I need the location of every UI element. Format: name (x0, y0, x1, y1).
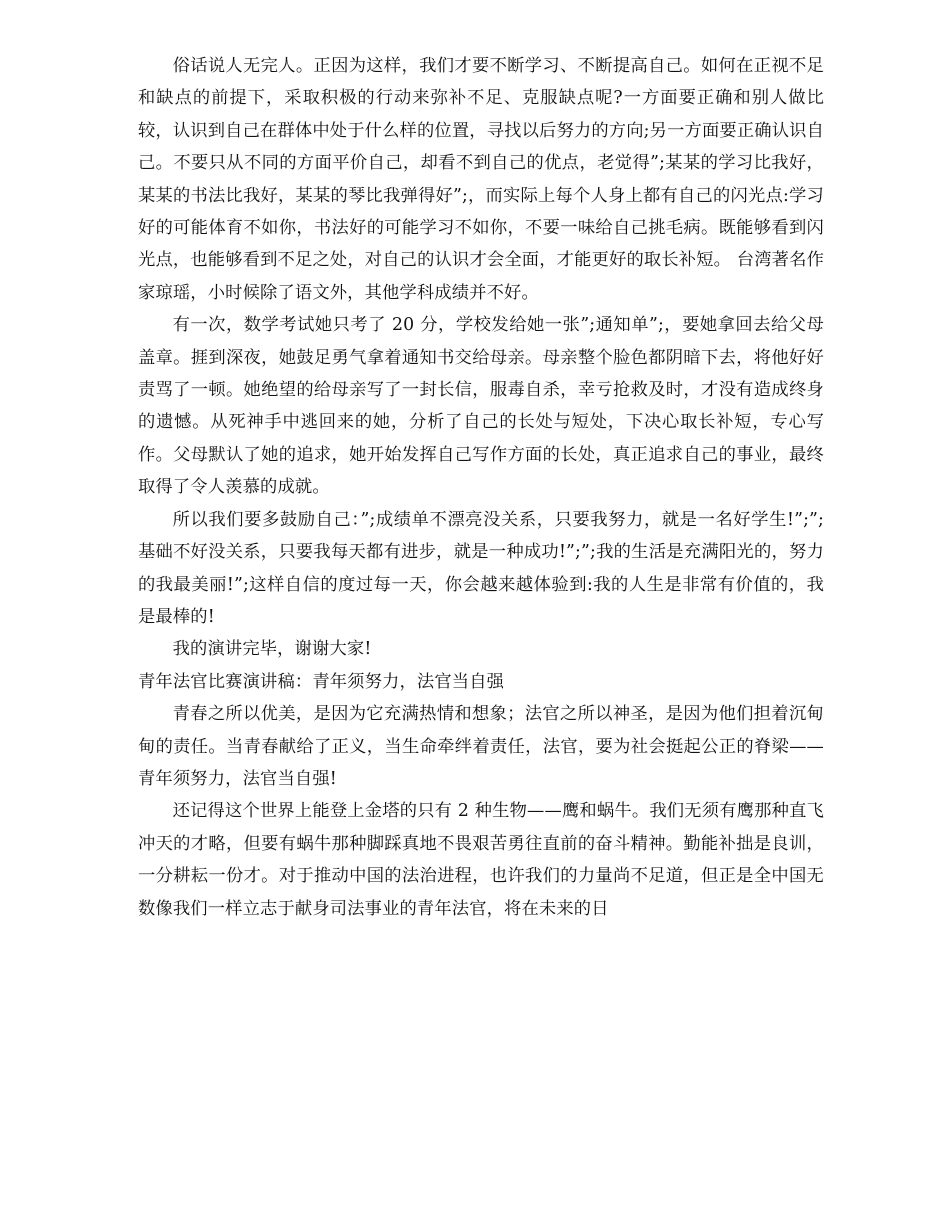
paragraph-4: 我的演讲完毕，谢谢大家! (172, 639, 372, 660)
paragraph-1: 俗话说人无完人。正因为这样，我们才要不断学习、不断提高自己。如何在正视不足和缺点的前提下，采取积极的行动来弥补不足、克服缺点呢?一方面要正确和别人做比较，认识到自己在群体中处于什么样的位置，寻找以后努力的方向;另一方面要正确认识自己。不要只从不同的方面平价自己，却看不到自己的优点，老觉得”;某某的学习比我好，某某的书法比我好，某某的琴比我弹得好”;，而实际上每个人身上都有自己的闪光点:学习好的可能体育不如你，书法好的可能学习不如你，不要一味给自己挑毛病。既能够看到闪光点，也能够看到不足之处，对自己的认识才会全面，才能更好的取长补短。 台湾著名作家琼瑶，小时候除了语文外，其他学科成绩并不好。 (138, 56, 824, 303)
section-paragraph-1: 青春之所以优美，是因为它充满热情和想象；法官之所以神圣，是因为他们担着沉甸甸的责任。当青春献给了正义，当生命牵绊着责任，法官，要为社会挺起公正的脊梁——青年须努力，法官当自强! (138, 704, 824, 789)
paragraph-3: 所以我们要多鼓励自己：”;成绩单不漂亮没关系，只要我努力，就是一名好学生!”;”;基础不好没关系，只要我每天都有进步，就是一种成功!”;”;我的生活是充满阳光的，努力的我最美丽!”;这样自信的度过每一天，你会越来越体验到:我的人生是非常有价值的，我是最棒的! (138, 509, 824, 627)
paragraph-2: 有一次，数学考试她只考了 20 分，学校发给她一张”;通知单”;，要她拿回去给父母盖章。捱到深夜，她鼓足勇气拿着通知书交给母亲。母亲整个脸色都阴暗下去，将他好好责骂了一顿。她绝望的给母亲写了一封长信，服毒自杀，幸亏抢救及时，才没有造成终身的遗憾。从死神手中逃回来的她，分析了自己的长处与短处，下决心取长补短，专心写作。父母默认了她的追求，她开始发挥自己写作方面的长处，真正追求自己的事业，最终取得了令人羡慕的成就。 (138, 315, 824, 498)
document-page (138, 50, 824, 925)
section-title: 青年法官比赛演讲稿：青年须努力，法官当自强 (138, 671, 505, 692)
section-paragraph-2: 还记得这个世界上能登上金塔的只有 2 种生物——鹰和蜗牛。我们无须有鹰那种直飞冲天的才略，但要有蜗牛那种脚踩真地不畏艰苦勇往直前的奋斗精神。勤能补拙是良训，一分耕耘一份才。对于推动中国的法治进程，也许我们的力量尚不足道，但正是全中国无数像我们一样立志于献身司法事业的青年法官，将在未来的日 (138, 801, 824, 919)
